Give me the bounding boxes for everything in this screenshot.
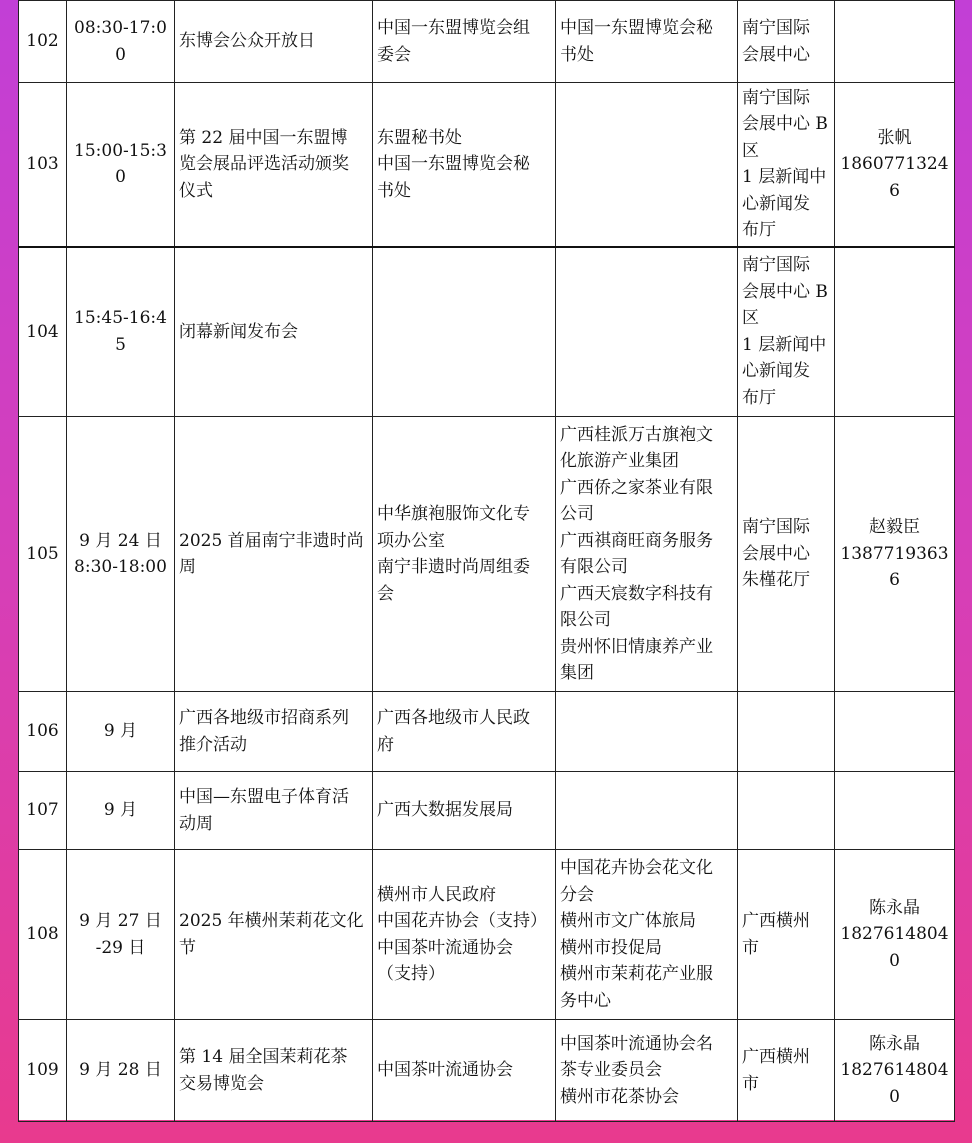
event-venue-text: 南宁国际 会展中心 B 区 1 层新闻中 心新闻发 布厅: [742, 255, 828, 408]
event-contact: [835, 772, 955, 850]
event-number: [19, 850, 67, 1020]
event-name-text: 第 22 届中国一东盟博 览会展品评选活动颁奖 仪式: [179, 127, 349, 201]
event-name-text: 中国—东盟电子体育活 动周: [179, 787, 349, 834]
event-time: [67, 83, 175, 247]
event-host-text: 东盟秘书处 中国一东盟博览会秘 书处: [377, 127, 530, 201]
event-host: [373, 692, 556, 772]
event-name-text: 2025 年横州茉莉花文化 节: [179, 911, 364, 958]
event-contact-text: 张帆 18607713246: [840, 127, 949, 201]
event-organizer: [556, 772, 738, 850]
event-organizer-text: 中国花卉协会花文化 分会 横州市文广体旅局 横州市投促局 横州市茉莉花产业服 务中心: [560, 858, 713, 1011]
event-host: [373, 1020, 556, 1122]
event-venue: [738, 1020, 835, 1122]
event-host: [373, 772, 556, 850]
event-organizer-text: 中国茶叶流通协会名 茶专业委员会 横州市花茶协会: [560, 1033, 713, 1107]
event-host-text: 横州市人民政府 中国花卉协会（支持） 中国茶叶流通协会 （支持）: [377, 884, 547, 984]
event-number: [19, 83, 67, 247]
event-venue: [738, 1, 835, 83]
event-number-text: 106: [26, 721, 59, 742]
event-name-text: 东博会公众开放日: [179, 31, 315, 52]
event-number-text: 103: [26, 154, 59, 174]
event-contact-text: 陈永晶 18276148040: [840, 897, 949, 971]
event-organizer: [556, 692, 738, 772]
event-time: [67, 850, 175, 1020]
event-organizer: [556, 417, 738, 692]
event-time: [67, 772, 175, 850]
table-row: [19, 247, 955, 417]
event-venue: [738, 772, 835, 850]
event-schedule-table: [18, 0, 955, 1122]
table-row: [19, 1, 955, 83]
event-name: [175, 772, 373, 850]
event-host: [373, 83, 556, 247]
event-host: [373, 1, 556, 83]
event-venue: [738, 692, 835, 772]
event-time-text: 9 月 27 日 -29 日: [79, 911, 162, 958]
event-name: [175, 692, 373, 772]
event-time-text: 08:30-17:00: [74, 18, 167, 65]
event-venue: [738, 850, 835, 1020]
event-organizer: [556, 83, 738, 247]
event-host-text: 中国一东盟博览会组 委会: [377, 18, 530, 65]
event-name: [175, 417, 373, 692]
schedule-sheet: [18, 0, 954, 1120]
event-contact: [835, 1, 955, 83]
event-venue: [738, 417, 835, 692]
event-number: [19, 417, 67, 692]
event-number: [19, 772, 67, 850]
event-venue-text: 南宁国际 会展中心: [742, 18, 810, 65]
event-name: [175, 83, 373, 247]
event-organizer-text: 中国一东盟博览会秘 书处: [560, 18, 713, 65]
event-name: [175, 850, 373, 1020]
event-venue-text: 广西横州 市: [742, 1047, 810, 1094]
event-time-text: 9 月: [103, 800, 138, 821]
event-organizer: [556, 247, 738, 417]
event-number-text: 108: [26, 924, 59, 945]
event-contact: [835, 247, 955, 417]
event-organizer: [556, 1, 738, 83]
event-number: [19, 1, 67, 83]
event-host-text: 中华旗袍服饰文化专 项办公室 南宁非遗时尚周组委 会: [377, 504, 530, 604]
event-host-text: 广西各地级市人民政 府: [377, 708, 530, 755]
event-name-text: 广西各地级市招商系列 推介活动: [179, 708, 349, 755]
event-time-text: 9 月 28 日: [79, 1060, 162, 1081]
event-organizer: [556, 850, 738, 1020]
event-name-text: 第 14 届全国茉莉花茶 交易博览会: [179, 1047, 348, 1094]
event-contact: [835, 83, 955, 247]
event-name: [175, 1020, 373, 1122]
event-venue-text: 南宁国际 会展中心 朱槿花厅: [742, 517, 810, 591]
table-row: [19, 83, 955, 247]
table-row: [19, 772, 955, 850]
table-row: [19, 1020, 955, 1122]
event-venue-text: 广西横州 市: [742, 911, 810, 958]
event-venue: [738, 247, 835, 417]
event-contact: [835, 1020, 955, 1122]
event-number-text: 107: [26, 800, 59, 821]
event-time: [67, 692, 175, 772]
event-host-text: 广西大数据发展局: [377, 800, 513, 821]
event-number: [19, 1020, 67, 1122]
event-venue: [738, 83, 835, 247]
event-contact: [835, 417, 955, 692]
table-row: [19, 692, 955, 772]
event-host: [373, 417, 556, 692]
event-number-text: 102: [26, 31, 59, 52]
table-row: [19, 850, 955, 1020]
event-number-text: 105: [26, 543, 59, 564]
table-row: [19, 417, 955, 692]
event-time: [67, 1, 175, 83]
event-time: [67, 247, 175, 417]
event-name-text: 闭幕新闻发布会: [179, 321, 298, 342]
event-host-text: 中国茶叶流通协会: [377, 1060, 513, 1081]
event-contact-text: 陈永晶 18276148040: [840, 1033, 949, 1107]
event-time-text: 9 月 24 日 8:30-18:00: [74, 530, 167, 577]
event-organizer: [556, 1020, 738, 1122]
event-host: [373, 850, 556, 1020]
event-number-text: 104: [26, 321, 59, 342]
event-time-text: 9 月: [103, 721, 138, 742]
event-name-text: 2025 首届南宁非遗时尚 周: [179, 530, 364, 577]
event-contact: [835, 850, 955, 1020]
event-contact-text: 赵毅臣 13877193636: [840, 517, 949, 591]
event-time-text: 15:00-15:30: [74, 140, 167, 188]
event-venue-text: 南宁国际 会展中心 B 区 1 层新闻中 心新闻发 布厅: [742, 87, 828, 241]
event-number-text: 109: [26, 1060, 59, 1081]
event-name: [175, 1, 373, 83]
event-time: [67, 417, 175, 692]
event-time: [67, 1020, 175, 1122]
event-organizer-text: 广西桂派万古旗袍文 化旅游产业集团 广西侨之家茶业有限 公司 广西祺商旺商务服务 有限公司 广西天宸数字科技有 限公司 贵州怀旧情康养产业 集团: [560, 424, 713, 683]
event-name: [175, 247, 373, 417]
event-number: [19, 247, 67, 417]
event-contact: [835, 692, 955, 772]
event-time-text: 15:45-16:45: [74, 308, 167, 355]
event-number: [19, 692, 67, 772]
event-host: [373, 247, 556, 417]
